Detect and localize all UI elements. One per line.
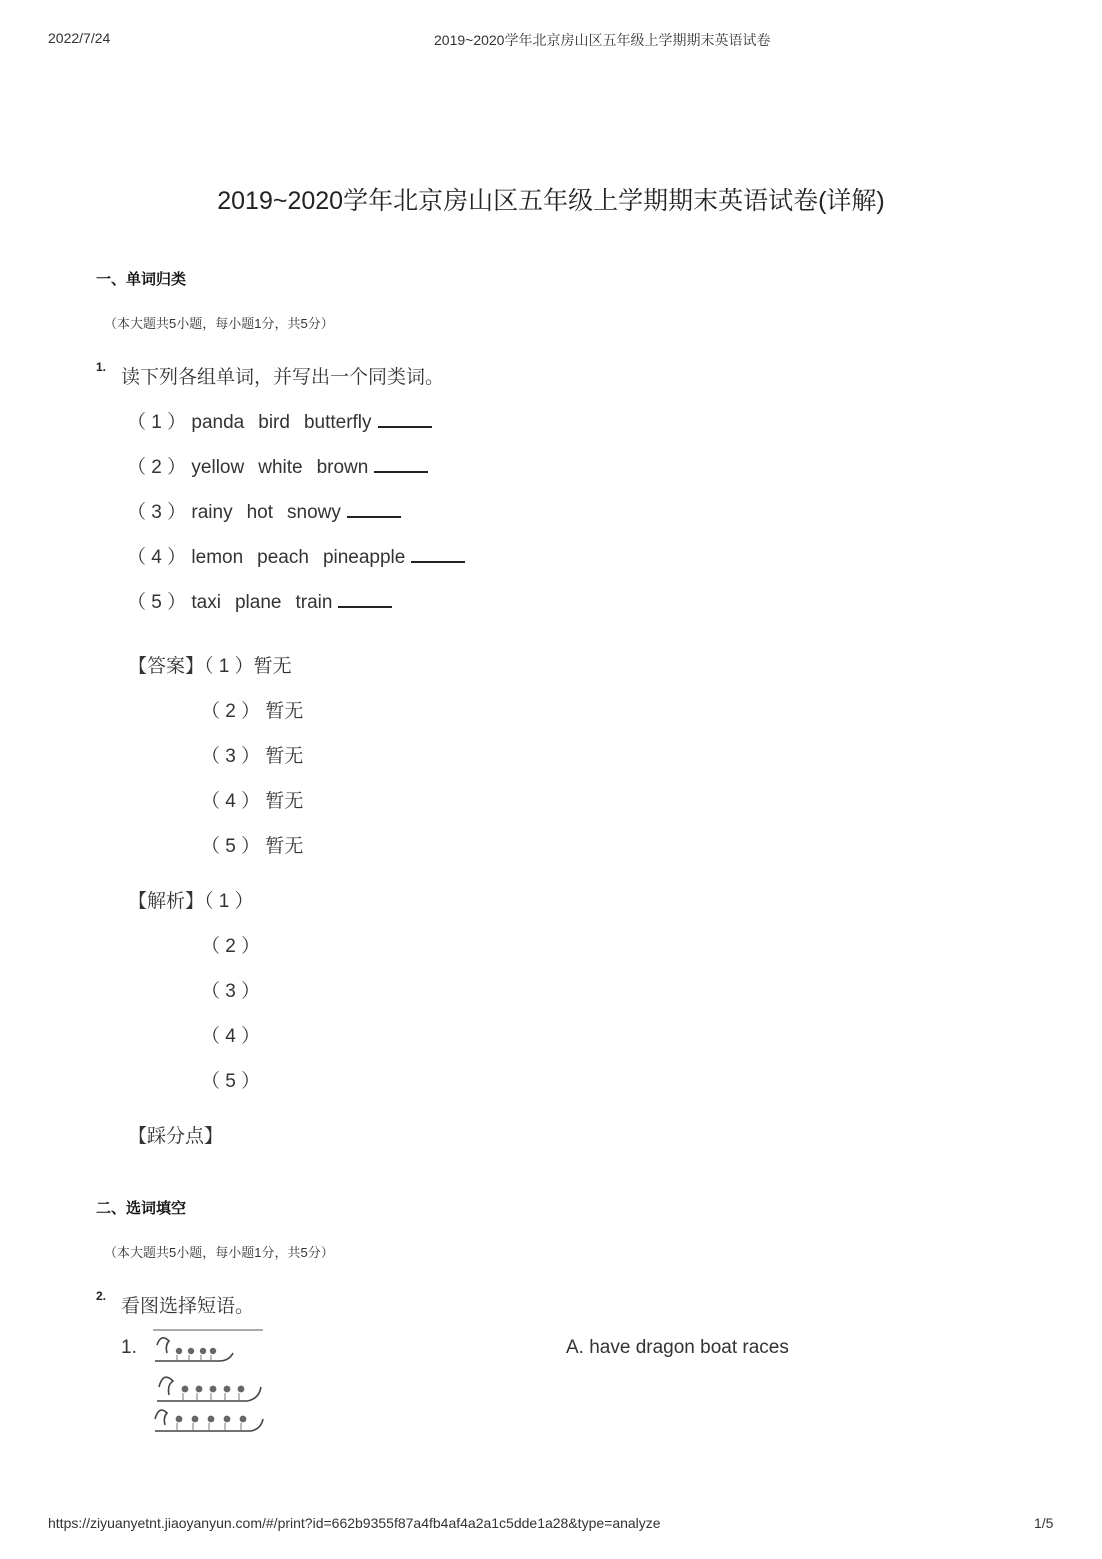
- answer-blank: [338, 590, 392, 608]
- question-prompt-1: 读下列各组单词，并写出一个同类词。: [121, 367, 445, 388]
- answer-block: [128, 651, 292, 678]
- page-url: https://ziyuanyetnt.jiaoyanyun.com/#/print?id=662b9355f87a4fb4af4a2a1c5dde1a28&type=analyze: [48, 1515, 661, 1531]
- word: hot: [246, 502, 274, 523]
- word-group-4: [127, 542, 465, 569]
- print-page-title: 2019~2020学年北京房山区五年级上学期期末英语试卷: [434, 32, 771, 48]
- scoring-points-label: 【踩分点】: [128, 1126, 224, 1147]
- question-number-2: 2.: [96, 1289, 107, 1303]
- answer-blank: [347, 500, 401, 518]
- answer-blank: [374, 455, 428, 473]
- item-number: （ 4 ）: [127, 547, 187, 568]
- answer-3: （ 3 ） 暂无: [201, 746, 304, 767]
- answer-2: （ 2 ） 暂无: [201, 701, 304, 722]
- word: lemon: [191, 547, 244, 568]
- answer-blank: [378, 410, 432, 428]
- word: taxi: [191, 592, 221, 613]
- analysis-5: （ 5 ）: [201, 1071, 261, 1092]
- analysis-label: 【解析】: [128, 891, 205, 912]
- item-number: （ 2 ）: [127, 457, 187, 478]
- option-a: A. have dragon boat races: [566, 1337, 789, 1358]
- word: butterfly: [303, 412, 372, 433]
- question-prompt-2: 看图选择短语。: [121, 1296, 255, 1317]
- section-note-1: （本大题共5小题，每小题1分，共5分）: [104, 316, 334, 331]
- word: panda: [191, 412, 245, 433]
- word-group-5: [127, 587, 392, 614]
- picture-item-number: 1.: [121, 1337, 137, 1358]
- word: peach: [257, 547, 309, 568]
- analysis-3: （ 3 ）: [201, 981, 261, 1002]
- section-heading-2: 二、选词填空: [96, 1200, 187, 1217]
- answer-blank: [411, 545, 465, 563]
- word: pineapple: [322, 547, 406, 568]
- word: plane: [234, 592, 282, 613]
- analysis-4: （ 4 ）: [201, 1026, 261, 1047]
- question-number-1: 1.: [96, 360, 107, 374]
- word: brown: [316, 457, 369, 478]
- item-number: （ 1 ）: [127, 412, 187, 433]
- document-title: 2019~2020学年北京房山区五年级上学期期末英语试卷(详解): [217, 187, 885, 215]
- answer-1: （ 1 ）暂无: [204, 656, 292, 677]
- item-number: （ 5 ）: [127, 592, 187, 613]
- word-group-1: [127, 407, 432, 434]
- word: snowy: [287, 502, 341, 523]
- print-date: 2022/7/24: [48, 30, 111, 46]
- answer-label: 【答案】: [128, 656, 205, 677]
- section-heading-1: 一、单词归类: [96, 271, 187, 288]
- word: yellow: [191, 457, 245, 478]
- word-group-2: [127, 452, 428, 479]
- word: white: [258, 457, 303, 478]
- analysis-block: [128, 886, 254, 913]
- word: train: [295, 592, 333, 613]
- item-number: （ 3 ）: [127, 502, 187, 523]
- word-group-3: [127, 497, 401, 524]
- word: rainy: [191, 502, 233, 523]
- answer-5: （ 5 ） 暂无: [201, 836, 304, 857]
- section-note-2: （本大题共5小题，每小题1分，共5分）: [104, 1245, 334, 1260]
- dragon-boat-image: [149, 1327, 267, 1437]
- page-number: 1/5: [1034, 1515, 1054, 1531]
- analysis-2: （ 2 ）: [201, 936, 261, 957]
- answer-4: （ 4 ） 暂无: [201, 791, 304, 812]
- analysis-1: （ 1 ）: [204, 891, 254, 912]
- word: bird: [258, 412, 290, 433]
